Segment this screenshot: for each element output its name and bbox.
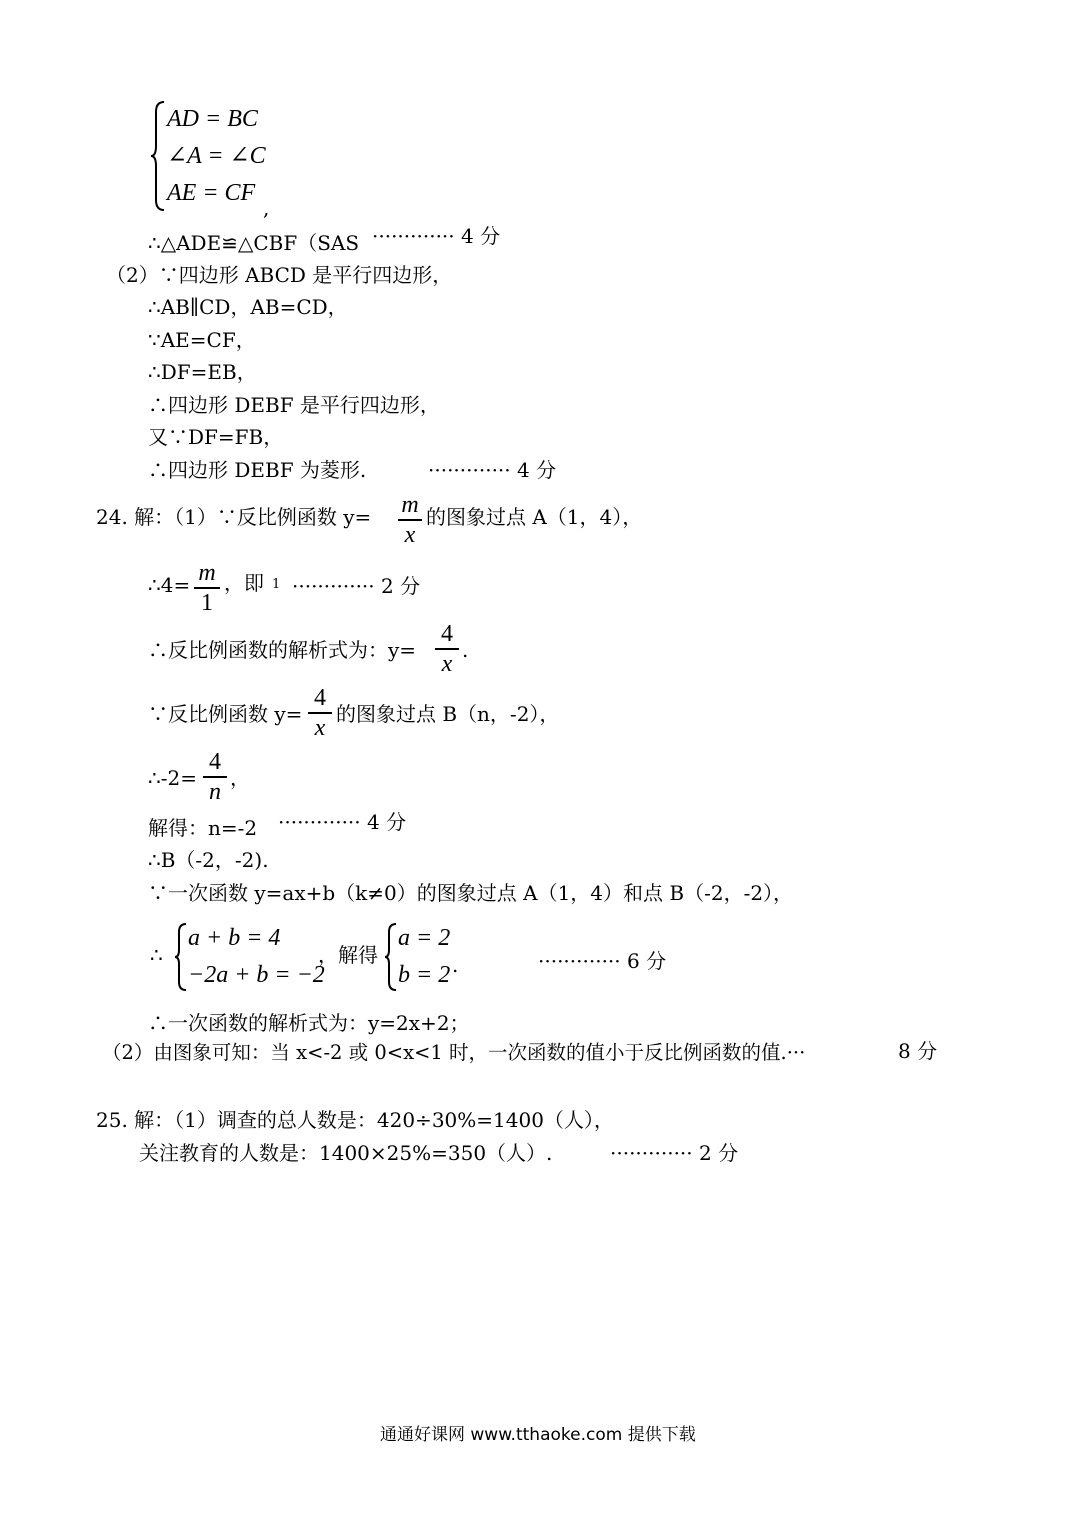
sys2-eq-2: −2a + b = −2 <box>188 962 325 988</box>
q24-line-11: （2）由图象可知：当 x<-2 或 0<x<1 时，一次函数的值小于反比例函数的值.··· <box>102 1041 806 1064</box>
sys1-comma: , <box>263 196 270 220</box>
q24-line-2-post: ，即 <box>224 571 264 595</box>
sys1-eq-1: AD = BC <box>167 106 258 132</box>
p2-line-3: ∵AE=CF， <box>148 328 256 352</box>
p2-line-7: ∴四边形 DEBF 为菱形. <box>148 458 367 482</box>
score-4-c: ············· 4 分 <box>278 810 407 834</box>
q25-line-1: 25. 解：（1）调查的总人数是：420÷30%=1400（人）， <box>96 1108 614 1132</box>
q24-line-1: 24. 解：（1）∵反比例函数 y= <box>96 505 372 529</box>
score-8: 8 分 <box>898 1039 938 1063</box>
q24-line-1-post: 的图象过点 A（1，4）， <box>426 505 643 529</box>
q24-line-3: ∴反比例函数的解析式为：y= <box>148 638 417 662</box>
fraction-4-over-x-2: 4 x <box>308 686 332 740</box>
score-4-a: ············· 4 分 <box>372 224 501 248</box>
sys1-eq-2: ∠A = ∠C <box>167 143 266 169</box>
score-4-b: ············· 4 分 <box>428 458 557 482</box>
q24-line-8: ∵一次函数 y=ax+b（k≠0）的图象过点 A（1，4）和点 B（-2，-2）， <box>148 881 794 905</box>
fraction-4-over-n: 4 n <box>203 750 227 804</box>
q24-line-2: ∴4= <box>148 573 191 597</box>
p2-line-5: ∴四边形 DEBF 是平行四边形， <box>148 393 440 417</box>
p2-line-2: ∴AB∥CD，AB=CD， <box>148 295 348 319</box>
p2-line-4: ∴DF=EB， <box>148 360 257 384</box>
fraction-m-over-x-1: m x <box>398 493 422 547</box>
score-6: ············· 6 分 <box>538 949 667 973</box>
q24-line-9-therefore: ∴ <box>150 943 163 967</box>
q24-line-9-dot: . <box>452 953 459 977</box>
sys3-eq-1: a = 2 <box>398 925 451 951</box>
q24-line-4: ∵反比例函数 y= <box>148 702 303 726</box>
q25-line-2: 关注教育的人数是：1400×25%=350（人）. <box>139 1141 553 1165</box>
brace-left-sys1 <box>150 100 166 212</box>
fraction-m-over-1: m 1 <box>194 561 220 615</box>
p2-line-6: 又∵DF=FB， <box>148 425 284 449</box>
sys1-eq-3: AE = CF <box>167 180 256 206</box>
q24-line-10: ∴一次函数的解析式为：y=2x+2； <box>148 1011 470 1035</box>
q24-line-5-post: ， <box>230 766 250 790</box>
sys3-eq-2: b = 2 <box>398 962 451 988</box>
q24-line-2-tail: 1 <box>272 577 281 592</box>
brace-left-sys2 <box>174 922 188 992</box>
q24-line-9-solve: ，解得 <box>318 943 378 967</box>
score-2-a: ············· 2 分 <box>292 574 421 598</box>
score-2-b: ············· 2 分 <box>610 1141 739 1165</box>
q24-line-5: ∴-2= <box>148 766 197 790</box>
q24-line-7: ∴B（-2，-2). <box>148 848 269 872</box>
sys2-eq-1: a + b = 4 <box>188 925 281 951</box>
p2-line-1: （2）∵四边形 ABCD 是平行四边形， <box>106 263 453 287</box>
q24-line-4-post: 的图象过点 B（n，-2）， <box>336 702 560 726</box>
fraction-4-over-x-1: 4 x <box>435 622 459 676</box>
q24-line-3-post: . <box>462 638 469 662</box>
page-footer: 通通好课网 www.tthaoke.com 提供下载 <box>380 1425 696 1445</box>
q24-line-6: 解得：n=-2 <box>148 816 258 840</box>
congruence-conclusion: ∴△ADE≌△CBF（SAS <box>148 231 360 255</box>
brace-left-sys3 <box>384 922 398 992</box>
